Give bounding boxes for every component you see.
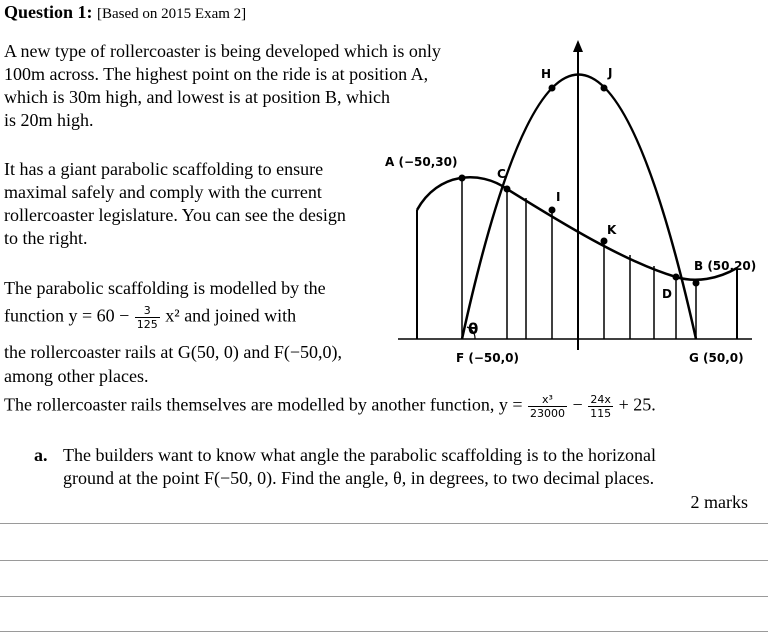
question-label: Question 1: xyxy=(4,2,93,22)
model-line-3: the rollercoaster rails at G(50, 0) and F(−50,0), xyxy=(4,342,343,362)
scaffold-line-3: rollercoaster legislature. You can see the design xyxy=(4,205,346,225)
label-h: H xyxy=(541,67,552,81)
part-a-line-1: The builders want to know what angle the parabolic scaffolding is to the horizonal xyxy=(63,445,657,465)
function-prefix: function y = 60 − xyxy=(4,305,130,326)
label-c: C xyxy=(497,167,506,181)
diagram-geometry xyxy=(398,40,752,350)
model-line-4: among other places. xyxy=(4,366,149,386)
function-fraction-denominator: 125 xyxy=(136,318,158,331)
point-k xyxy=(601,238,608,245)
model-line-1: The parabolic scaffolding is modelled by the xyxy=(4,278,326,298)
rails-fraction-1-denominator: 23000 xyxy=(529,407,565,420)
rails-suffix: + 25. xyxy=(618,394,656,415)
label-i: I xyxy=(556,190,561,204)
point-c xyxy=(504,186,511,193)
label-g: G (50,0) xyxy=(689,351,744,365)
rails-minus: − xyxy=(572,394,583,415)
intro-line-4: is 20m high. xyxy=(4,110,94,130)
intro-line-3: which is 30m high, and lowest is at position B, which xyxy=(4,87,390,107)
label-k: K xyxy=(607,223,617,237)
part-a-line-2: ground at the point F(−50, 0). Find the angle, θ, in degrees, to two decimal places. xyxy=(63,468,655,488)
point-i xyxy=(549,207,556,214)
label-theta: θ xyxy=(468,320,479,338)
marks-label: 2 marks xyxy=(690,492,748,512)
rails-fraction-2-numerator: 24x xyxy=(588,393,613,407)
intro-line-2: 100m across. The highest point on the ride is at position A, xyxy=(4,64,429,84)
label-f: F (−50,0) xyxy=(456,351,520,365)
intro-line-1: A new type of rollercoaster is being developed which is only xyxy=(4,41,441,61)
rails-fraction-2-denominator: 115 xyxy=(590,407,612,420)
part-a-label: a. xyxy=(34,445,48,465)
label-b: B (50,20) xyxy=(694,259,757,273)
function-suffix: x² and joined with xyxy=(165,305,297,326)
point-b xyxy=(693,280,700,287)
point-j xyxy=(601,85,608,92)
point-d xyxy=(673,274,680,281)
scaffold-line-4: to the right. xyxy=(4,228,88,248)
point-a xyxy=(459,175,466,182)
label-d: D xyxy=(662,287,672,301)
rails-prefix: The rollercoaster rails themselves are modelled by another function, y = xyxy=(4,394,523,415)
rails-fraction-1-numerator: x³ xyxy=(528,393,567,407)
point-h xyxy=(549,85,556,92)
scaffold-line-1: It has a giant parabolic scaffolding to ensure xyxy=(4,159,324,179)
function-fraction-numerator: 3 xyxy=(135,304,160,318)
question-source: [Based on 2015 Exam 2] xyxy=(97,6,247,22)
label-a: A (−50,30) xyxy=(385,155,458,169)
scaffold-line-2: maximal safely and comply with the current xyxy=(4,182,322,202)
label-j: J xyxy=(608,66,613,80)
y-axis-arrow xyxy=(573,40,583,52)
